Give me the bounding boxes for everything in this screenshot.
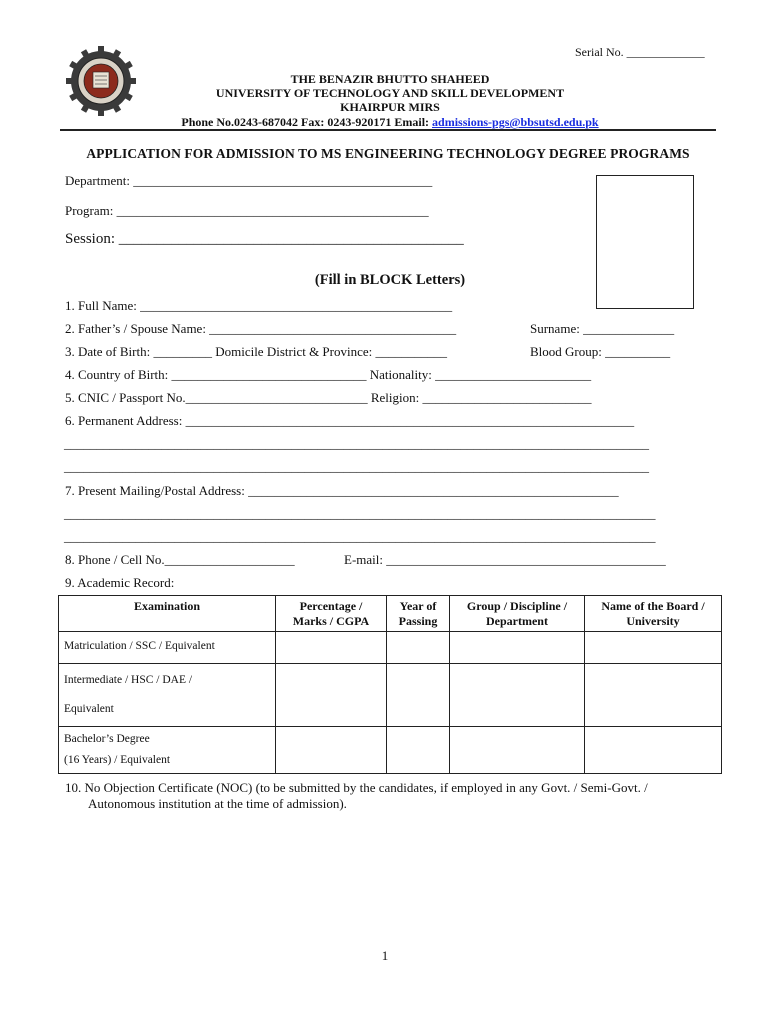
inter-board-cell[interactable] [585,664,722,727]
father-name-field[interactable]: 2. Father’s / Spouse Name: ______________________________________ [65,321,457,336]
bach-year-cell[interactable] [387,727,450,774]
matric-percentage-cell[interactable] [276,632,387,664]
header-year-line1: Year of [399,599,437,613]
header-board-line2: University [626,614,680,628]
table-row [59,727,722,774]
full-name-field[interactable]: 1. Full Name: ________________________________________________ [65,298,453,313]
header-percentage [276,596,387,632]
header-board-line1: Name of the Board / [601,599,705,613]
university-name-line1: THE BENAZIR BHUTTO SHAHEED [290,72,490,86]
university-logo-icon [66,46,136,116]
page-number: 1 [381,948,389,963]
header-percentage-line1: Percentage / [299,599,363,613]
contact-text: Phone No.0243-687042 Fax: 0243-920171 Email: [181,115,433,129]
university-city: KHAIRPUR MIRS [340,100,440,114]
permanent-address-field[interactable]: 6. Permanent Address: _____________________________________________________________________ [65,413,635,428]
session-field[interactable]: Session: ______________________________________________ [65,231,464,247]
header-year-line2: Passing [398,614,438,628]
header-examination-label: Examination [133,599,200,613]
row-label-bachelor [59,727,276,774]
present-address-line3[interactable]: ___________________________________________________________________________________________ [64,529,656,544]
noc-line2: Autonomous institution at the time of admission). [88,796,347,811]
bachelor-line2: (16 Years) / Equivalent [64,754,171,766]
present-address-field[interactable]: 7. Present Mailing/Postal Address: _________________________________________________________ [65,483,619,498]
matric-year-cell[interactable] [387,632,450,664]
form-title: APPLICATION FOR ADMISSION TO MS ENGINEERING TECHNOLOGY DEGREE PROGRAMS [86,146,690,161]
header-year [387,596,450,632]
permanent-address-line2[interactable]: __________________________________________________________________________________________ [64,436,649,451]
bach-percentage-cell[interactable] [276,727,387,774]
blood-group-field[interactable]: Blood Group: __________ [530,344,671,359]
matric-group-cell[interactable] [450,632,585,664]
bach-group-cell[interactable] [450,727,585,774]
header-board [585,596,722,632]
email-link[interactable]: admissions-pgs@bbsutsd.edu.pk [432,115,599,129]
table-row [59,632,722,664]
present-address-line2[interactable]: ___________________________________________________________________________________________ [64,506,656,521]
permanent-address-line3[interactable]: __________________________________________________________________________________________ [64,459,649,474]
email-field[interactable]: E-mail: ___________________________________________ [344,552,666,567]
department-field[interactable]: Department: ______________________________________________ [65,173,433,188]
university-name-line2: UNIVERSITY OF TECHNOLOGY AND SKILL DEVELOPMENT [215,86,565,100]
inter-group-cell[interactable] [450,664,585,727]
inter-percentage-cell[interactable] [276,664,387,727]
serial-number: Serial No. _____________ [575,45,705,59]
academic-record-table [58,595,722,774]
header-examination [59,596,276,632]
program-field[interactable]: Program: ________________________________________________ [65,203,429,218]
header-group-line2: Department [486,614,548,628]
phone-field[interactable]: 8. Phone / Cell No.____________________ [65,552,295,567]
inter-year-cell[interactable] [387,664,450,727]
noc-line1: 10. No Objection Certificate (NOC) (to be submitted by the candidates, if employed in any Govt. / Semi-Govt. / [65,780,648,795]
bach-board-cell[interactable] [585,727,722,774]
block-letters-note: (Fill in BLOCK Letters) [314,272,466,288]
row-label-intermediate [59,664,276,727]
table-header-row [59,596,722,632]
bachelor-line1: Bachelor’s Degree [64,733,150,745]
academic-record-heading: 9. Academic Record: [65,575,175,590]
header-group-line1: Group / Discipline / [466,599,568,613]
intermediate-line1: Intermediate / HSC / DAE / [64,674,193,686]
header-group [450,596,585,632]
contact-line [150,115,630,130]
dob-domicile-field[interactable]: 3. Date of Birth: _________ Domicile District & Province: ___________ [65,344,448,359]
header-divider [60,129,716,131]
header-percentage-line2: Marks / CGPA [292,614,370,628]
table-row [59,664,722,727]
intermediate-line2: Equivalent [64,703,114,715]
matric-board-cell[interactable] [585,632,722,664]
row-label-matriculation: Matriculation / SSC / Equivalent [59,632,276,664]
country-nationality-field[interactable]: 4. Country of Birth: ______________________________ Nationality: ________________________ [65,367,592,382]
cnic-religion-field[interactable]: 5. CNIC / Passport No.____________________________ Religion: __________________________ [65,390,592,405]
surname-field[interactable]: Surname: ______________ [530,321,675,336]
